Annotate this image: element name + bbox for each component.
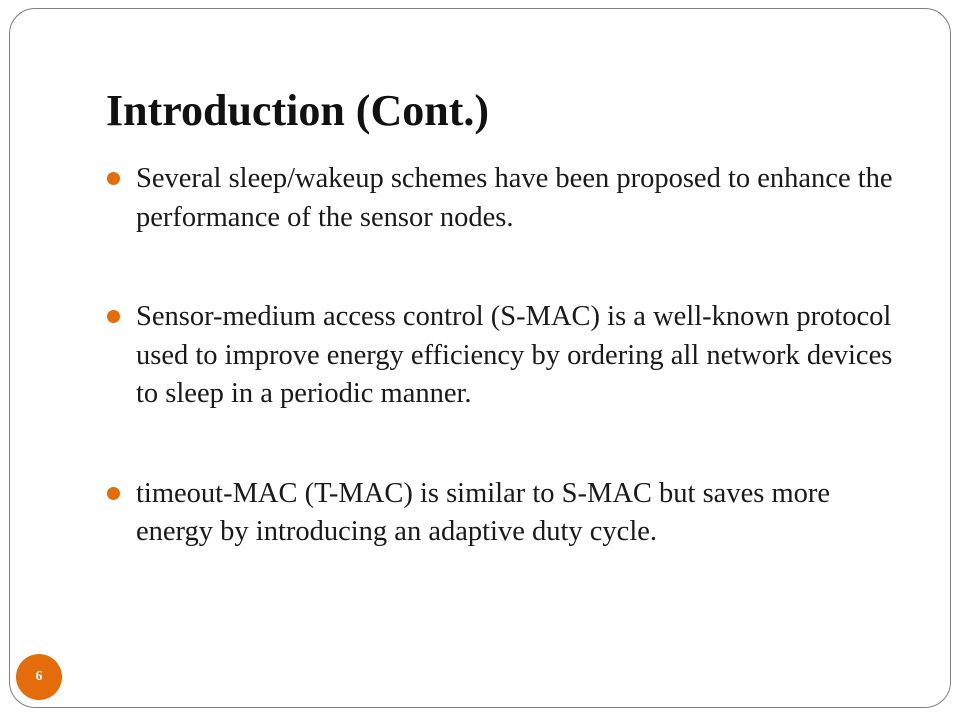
slide-title: Introduction (Cont.) (106, 86, 490, 135)
bullet-text: Sensor-medium access control (S-MAC) is a well-known protocol used to improve energy efficiency by ordering all network devices to sleep in a periodic manner. (136, 301, 893, 409)
bullet-item (106, 160, 896, 237)
bullet-text: timeout-MAC (T-MAC) is similar to S-MAC but saves more energy by introducing an adaptive duty cycle. (136, 477, 831, 547)
bullet-list (106, 160, 896, 552)
bullet-item (106, 298, 896, 414)
page-number: 6 (35, 669, 43, 684)
bullet-dot-icon (107, 487, 120, 500)
bullet-text: Several sleep/wakeup schemes have been proposed to enhance the performance of the sensor nodes. (136, 163, 893, 233)
page-number-badge (16, 654, 62, 700)
bullet-item (106, 475, 896, 552)
bullet-dot-icon (107, 310, 120, 323)
bullet-dot-icon (107, 172, 120, 185)
